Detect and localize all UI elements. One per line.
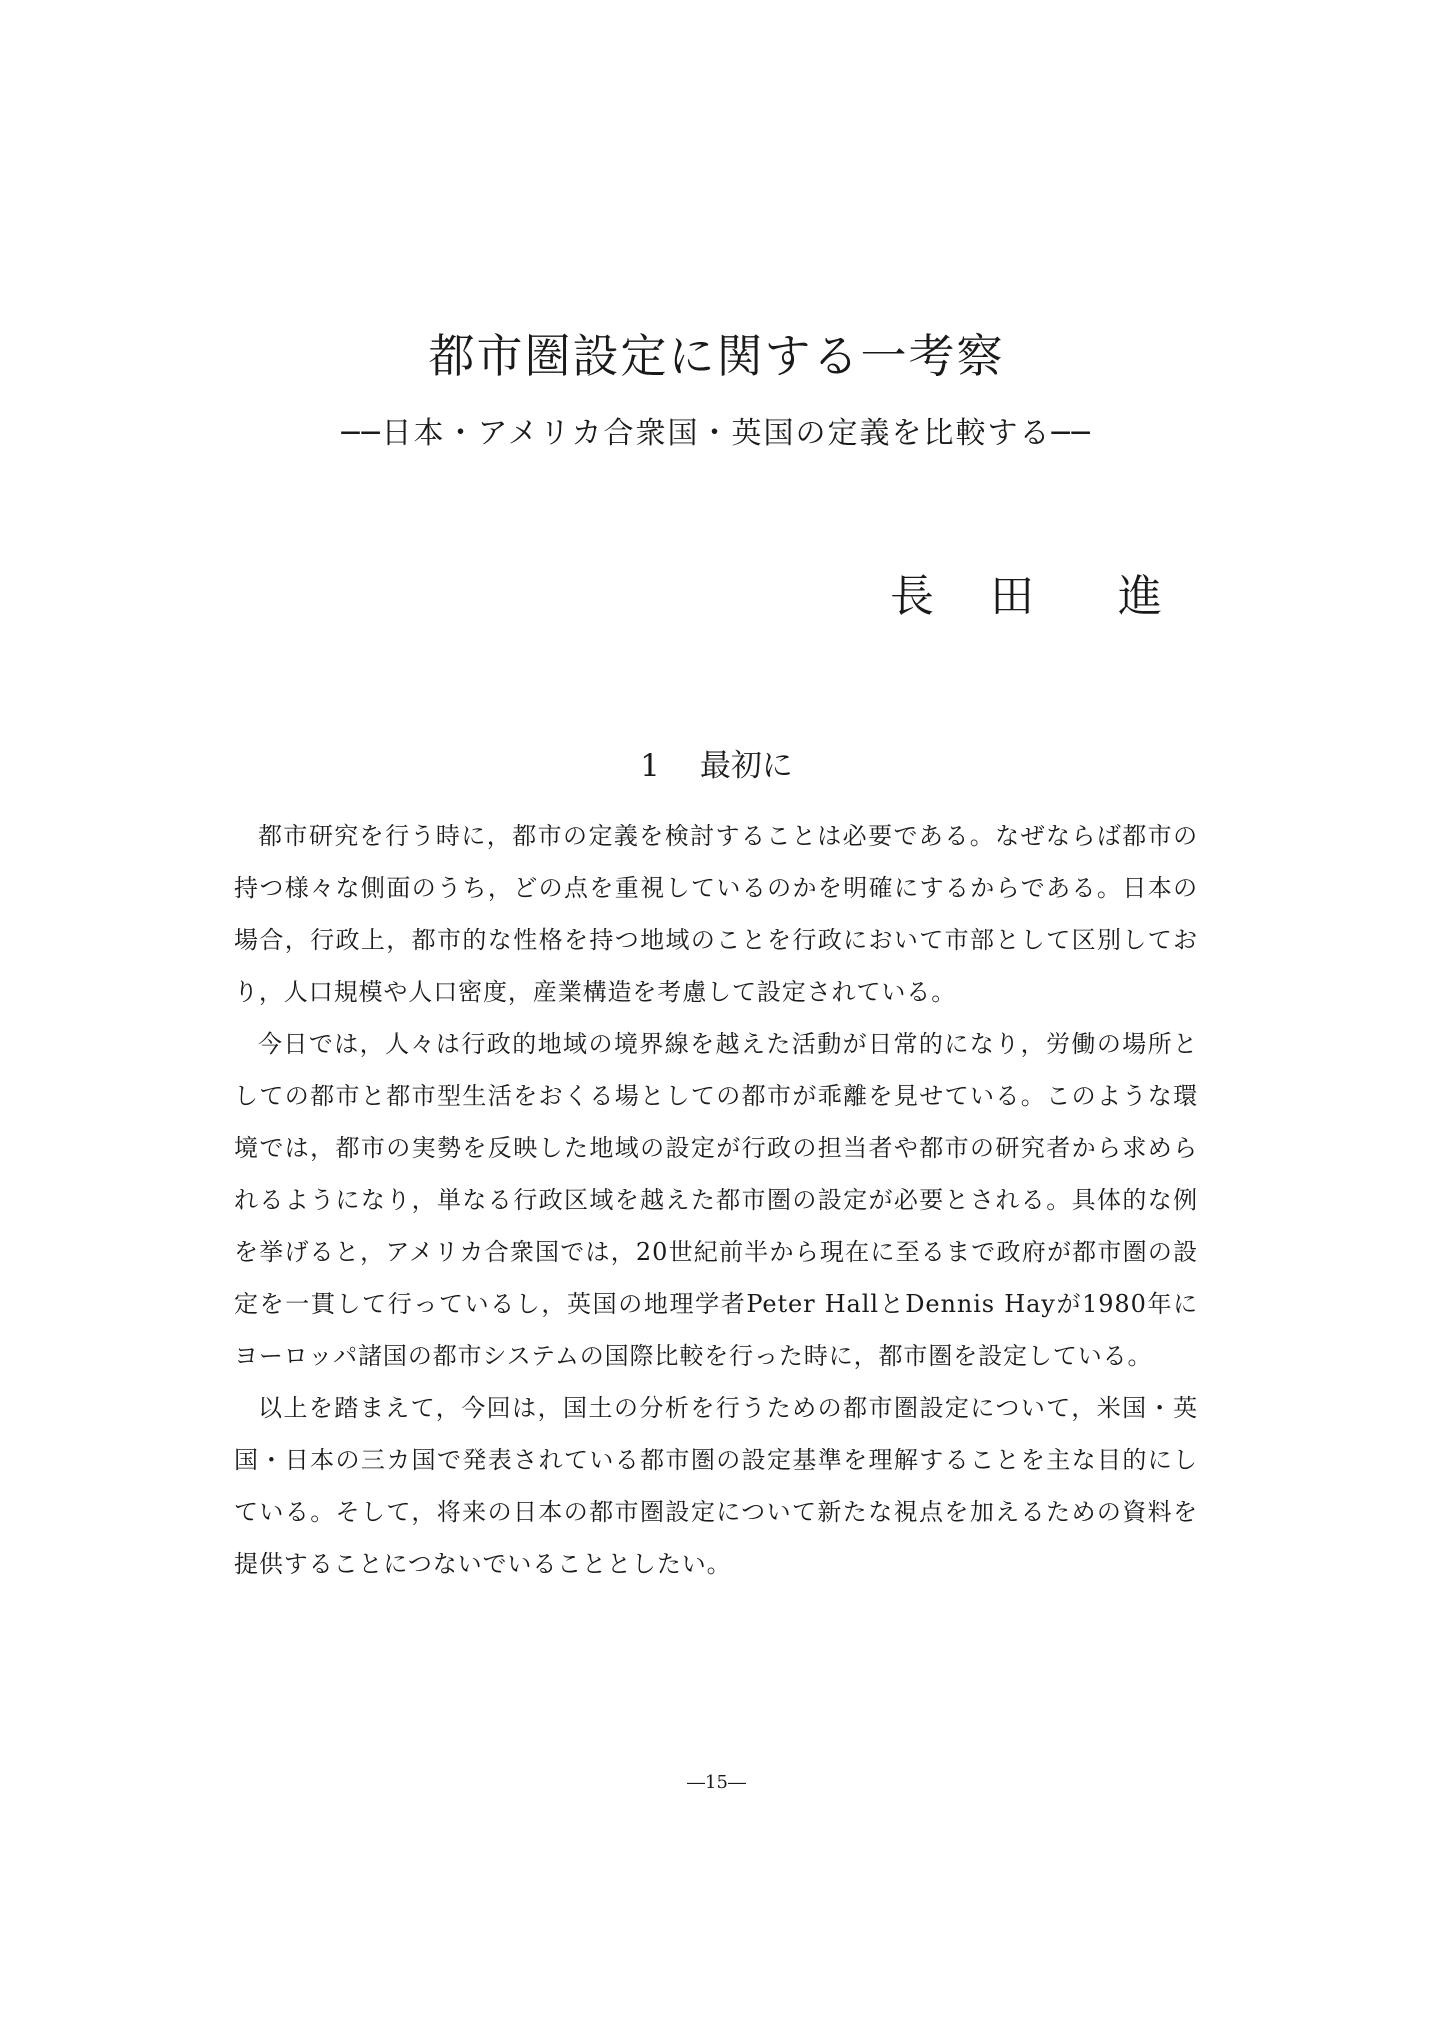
section-title: 最初に (699, 748, 793, 784)
author-char-2: 田 (990, 571, 1034, 622)
section-number: 1 (640, 748, 660, 784)
body-text (234, 810, 1198, 1590)
paper-title: 都市圏設定に関する一考察 (428, 329, 1005, 383)
page-number: ―15― (687, 1772, 746, 1793)
paper-subtitle: ──日本・アメリカ合衆国・英国の定義を比較する── (341, 416, 1092, 451)
paragraph-2: 今日では，人々は行政的地域の境界線を越えた活動が日常的になり，労働の場所としての都市と都市型生活をおくる場としての都市が乖離を見せている。このような環境では，都市の実勢を反映した地域の設定が行政の担当者や都市の研究者から求められるようになり，単なる行政区域を越えた都市圏の設定が必要とされる。具体的な例を挙げると，アメリカ合衆国では，20世紀前半から現在に至るまで政府が都市圏の設定を一貫して行っているし，英国の地理学者Peter HallとDennis Hayが1980年にヨーロッパ諸国の都市システムの国際比較を行った時に，都市圏を設定している。 (234, 1030, 1198, 1370)
section-heading (0, 740, 1433, 785)
paragraph-1: 都市研究を行う時に，都市の定義を検討することは必要である。なぜならば都市の持つ様々な側面のうち，どの点を重視しているのかを明確にするからである。日本の場合，行政上，都市的な性格を持つ地域のことを行政において市部として区別しており，人口規模や人口密度，産業構造を考慮して設定されている。 (234, 822, 1198, 1006)
paragraph-3: 以上を踏まえて，今回は，国土の分析を行うための都市圏設定について，米国・英国・日本の三カ国で発表されている都市圏の設定基準を理解することを主な目的にしている。そして，将来の日本の都市圏設定について新たな視点を加えるための資料を提供することにつないでいることとしたい。 (234, 1394, 1198, 1578)
author-char-3: 進 (1118, 571, 1162, 622)
author-char-1: 長 (890, 571, 934, 622)
